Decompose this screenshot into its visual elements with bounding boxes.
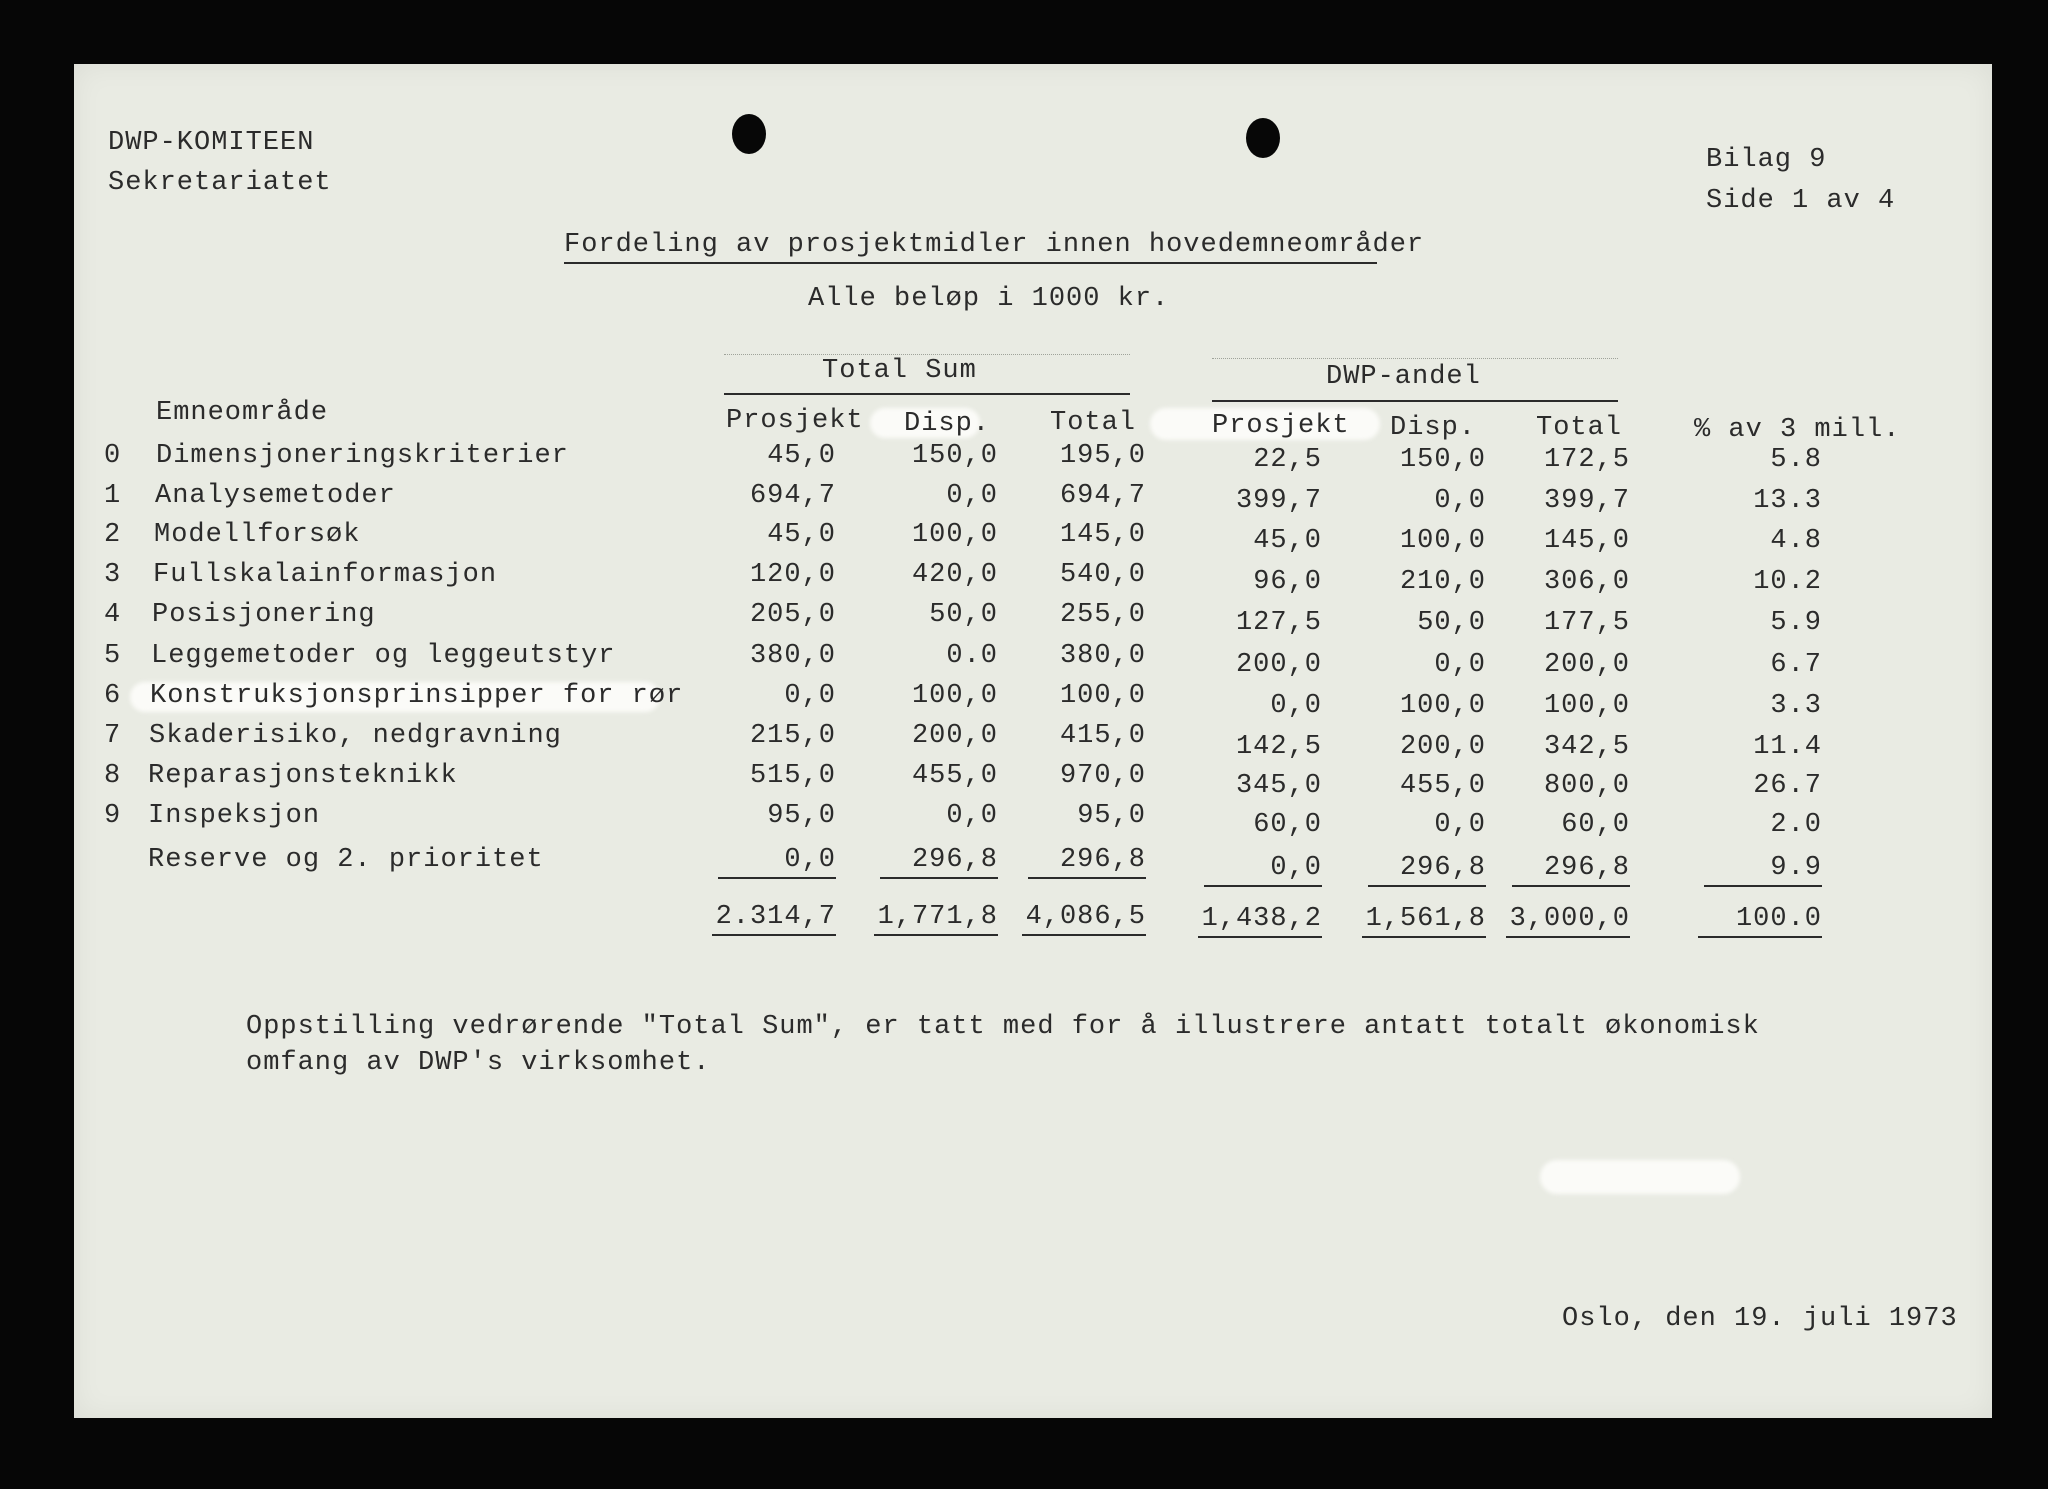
table-cell: 100,0 bbox=[1059, 681, 1146, 711]
table-cell: 970,0 bbox=[1059, 761, 1146, 791]
table-cell: 296,8 bbox=[1368, 853, 1486, 887]
table-cell: 60,0 bbox=[1561, 810, 1630, 840]
table-cell: 145,0 bbox=[1059, 520, 1146, 550]
table-cell: 45,0 bbox=[767, 520, 836, 550]
total-cell: 2.314,7 bbox=[712, 902, 836, 936]
total-cell: 1,438,2 bbox=[1198, 904, 1322, 938]
table-cell: 11.4 bbox=[1753, 732, 1822, 762]
table-cell: 0,0 bbox=[1434, 810, 1486, 840]
col-percent-header: % av 3 mill. bbox=[1694, 415, 1901, 445]
table-cell: 13.3 bbox=[1753, 486, 1822, 516]
table-cell: 200,0 bbox=[1543, 650, 1630, 680]
page-label: Side 1 av 4 bbox=[1706, 186, 1896, 216]
row-number: 4 bbox=[104, 600, 122, 630]
table-cell: 399,7 bbox=[1235, 486, 1322, 516]
group-dwp-rule bbox=[1212, 400, 1618, 402]
table-cell: 415,0 bbox=[1059, 721, 1146, 751]
row-area: Reserve og 2. prioritet bbox=[148, 845, 544, 875]
total-cell: 1,561,8 bbox=[1362, 904, 1486, 938]
col-dwp-total-header: Total bbox=[1536, 413, 1623, 443]
table-cell: 420,0 bbox=[911, 560, 998, 590]
note-line-2: omfang av DWP's virksomhet. bbox=[246, 1048, 711, 1078]
total-cell: 1,771,8 bbox=[874, 902, 998, 936]
row-area: Modellforsøk bbox=[154, 520, 361, 550]
table-cell: 0,0 bbox=[946, 801, 998, 831]
col-dwp-prosjekt-header: Prosjekt bbox=[1212, 411, 1350, 441]
table-cell: 296,8 bbox=[1512, 853, 1630, 887]
table-cell: 100,0 bbox=[1543, 691, 1630, 721]
table-cell: 45,0 bbox=[1253, 526, 1322, 556]
row-number: 2 bbox=[104, 520, 122, 550]
table-cell: 177,5 bbox=[1543, 608, 1630, 638]
table-cell: 60,0 bbox=[1253, 810, 1322, 840]
attachment-label: Bilag 9 bbox=[1706, 145, 1827, 175]
department: Sekretariatet bbox=[108, 168, 332, 198]
row-area: Skaderisiko, nedgravning bbox=[149, 721, 562, 751]
table-cell: 100,0 bbox=[1399, 691, 1486, 721]
org-name: DWP-KOMITEEN bbox=[108, 128, 315, 158]
table-cell: 6.7 bbox=[1770, 650, 1822, 680]
table-cell: 515,0 bbox=[749, 761, 836, 791]
table-cell: 100,0 bbox=[911, 681, 998, 711]
table-cell: 296,8 bbox=[1028, 845, 1146, 879]
table-cell: 22,5 bbox=[1253, 445, 1322, 475]
table-cell: 455,0 bbox=[1399, 771, 1486, 801]
row-area: Dimensjoneringskriterier bbox=[156, 441, 569, 471]
table-cell: 0,0 bbox=[718, 845, 836, 879]
group-total-sum: Total Sum bbox=[822, 356, 977, 386]
row-number: 7 bbox=[104, 721, 122, 751]
table-cell: 200,0 bbox=[1235, 650, 1322, 680]
table-cell: 172,5 bbox=[1543, 445, 1630, 475]
table-cell: 0,0 bbox=[1434, 650, 1486, 680]
table-cell: 50,0 bbox=[929, 600, 998, 630]
total-cell: 3,000,0 bbox=[1506, 904, 1630, 938]
row-number: 0 bbox=[104, 441, 122, 471]
table-cell: 10.2 bbox=[1753, 567, 1822, 597]
table-cell: 255,0 bbox=[1059, 600, 1146, 630]
table-cell: 0,0 bbox=[1204, 853, 1322, 887]
table-cell: 342,5 bbox=[1543, 732, 1630, 762]
row-area: Konstruksjonsprinsipper for rør bbox=[150, 681, 684, 711]
table-cell: 26.7 bbox=[1753, 771, 1822, 801]
row-area: Leggemetoder og leggeutstyr bbox=[151, 641, 616, 671]
footer-date: Oslo, den 19. juli 1973 bbox=[1562, 1304, 1958, 1334]
table-cell: 95,0 bbox=[767, 801, 836, 831]
table-cell: 0,0 bbox=[1434, 486, 1486, 516]
row-area: Inspeksjon bbox=[148, 801, 321, 831]
table-cell: 150,0 bbox=[911, 441, 998, 471]
table-cell: 2.0 bbox=[1770, 810, 1822, 840]
table-cell: 306,0 bbox=[1543, 567, 1630, 597]
total-cell: 100.0 bbox=[1698, 904, 1822, 938]
table-cell: 3.3 bbox=[1770, 691, 1822, 721]
table-cell: 127,5 bbox=[1235, 608, 1322, 638]
table-cell: 0.0 bbox=[946, 641, 998, 671]
col-disp-header: Disp. bbox=[904, 409, 991, 439]
col-prosjekt-header: Prosjekt bbox=[726, 406, 864, 436]
dotted-guide bbox=[724, 354, 1130, 355]
note-line-1: Oppstilling vedrørende "Total Sum", er tatt med for å illustrere antatt totalt økonomisk bbox=[246, 1012, 1760, 1042]
table-cell: 95,0 bbox=[1077, 801, 1146, 831]
col-area-header: Emneområde bbox=[156, 398, 329, 428]
table-cell: 205,0 bbox=[749, 600, 836, 630]
table-cell: 215,0 bbox=[749, 721, 836, 751]
row-number: 6 bbox=[104, 681, 122, 711]
table-cell: 380,0 bbox=[1059, 641, 1146, 671]
row-area: Fullskalainformasjon bbox=[153, 560, 498, 590]
row-number: 9 bbox=[104, 801, 122, 831]
table-cell: 0,0 bbox=[784, 681, 836, 711]
table-cell: 5.9 bbox=[1770, 608, 1822, 638]
table-cell: 150,0 bbox=[1399, 445, 1486, 475]
punch-hole-left bbox=[732, 114, 766, 154]
row-area: Posisjonering bbox=[152, 600, 376, 630]
table-cell: 100,0 bbox=[911, 520, 998, 550]
table-cell: 0,0 bbox=[1270, 691, 1322, 721]
table-cell: 45,0 bbox=[767, 441, 836, 471]
col-dwp-disp-header: Disp. bbox=[1390, 413, 1477, 443]
table-cell: 96,0 bbox=[1253, 567, 1322, 597]
table-cell: 4.8 bbox=[1770, 526, 1822, 556]
table-cell: 145,0 bbox=[1543, 526, 1630, 556]
correction-blot bbox=[1540, 1160, 1740, 1194]
row-area: Reparasjonsteknikk bbox=[148, 761, 458, 791]
table-cell: 0,0 bbox=[946, 481, 998, 511]
table-cell: 50,0 bbox=[1417, 608, 1486, 638]
row-number: 8 bbox=[104, 761, 122, 791]
table-cell: 296,8 bbox=[880, 845, 998, 879]
table-cell: 800,0 bbox=[1543, 771, 1630, 801]
table-cell: 694,7 bbox=[1059, 481, 1146, 511]
row-number: 5 bbox=[104, 641, 122, 671]
table-cell: 210,0 bbox=[1399, 567, 1486, 597]
table-cell: 195,0 bbox=[1059, 441, 1146, 471]
table-cell: 142,5 bbox=[1235, 732, 1322, 762]
table-cell: 380,0 bbox=[749, 641, 836, 671]
document-subtitle: Alle beløp i 1000 kr. bbox=[808, 284, 1170, 314]
row-area: Analysemetoder bbox=[155, 481, 396, 511]
table-cell: 9.9 bbox=[1704, 853, 1822, 887]
table-cell: 120,0 bbox=[749, 560, 836, 590]
dotted-guide bbox=[1212, 358, 1618, 359]
table-cell: 345,0 bbox=[1235, 771, 1322, 801]
table-cell: 540,0 bbox=[1059, 560, 1146, 590]
table-cell: 200,0 bbox=[911, 721, 998, 751]
punch-hole-right bbox=[1246, 118, 1280, 158]
table-cell: 200,0 bbox=[1399, 732, 1486, 762]
document-title: Fordeling av prosjektmidler innen hovedemneområder bbox=[564, 230, 1425, 260]
col-total-header: Total bbox=[1050, 408, 1137, 438]
row-number: 1 bbox=[104, 481, 122, 511]
group-total-sum-rule bbox=[724, 393, 1130, 395]
group-dwp: DWP-andel bbox=[1326, 362, 1481, 392]
table-cell: 5.8 bbox=[1770, 445, 1822, 475]
table-cell: 455,0 bbox=[911, 761, 998, 791]
title-underline bbox=[564, 262, 1377, 264]
table-cell: 100,0 bbox=[1399, 526, 1486, 556]
table-cell: 694,7 bbox=[749, 481, 836, 511]
table-cell: 399,7 bbox=[1543, 486, 1630, 516]
total-cell: 4,086,5 bbox=[1022, 902, 1146, 936]
row-number: 3 bbox=[104, 560, 122, 590]
